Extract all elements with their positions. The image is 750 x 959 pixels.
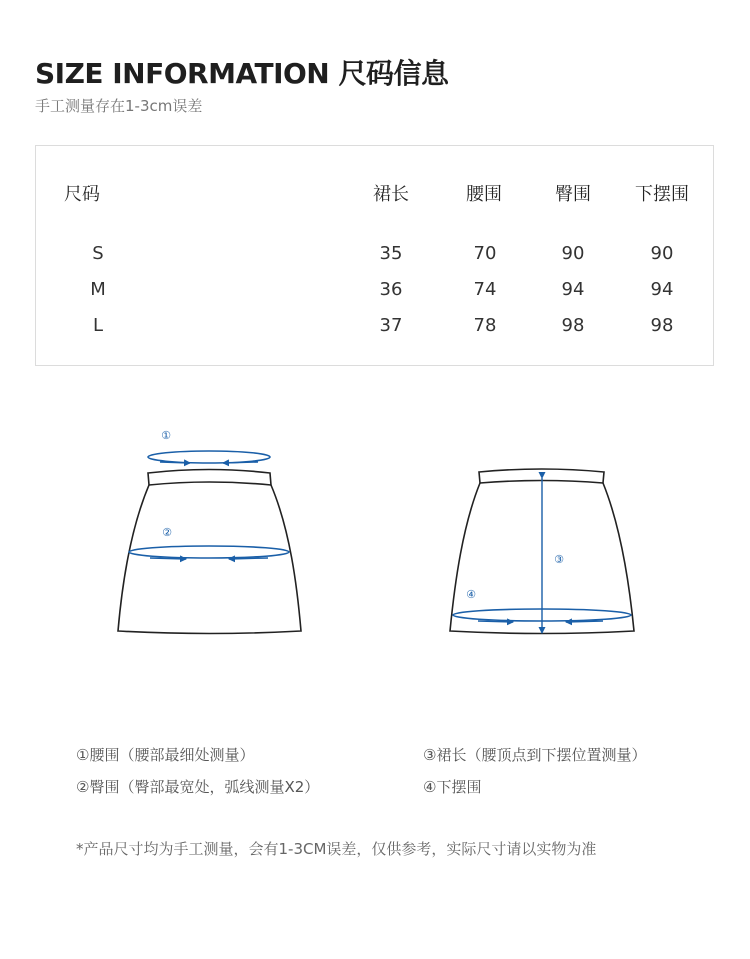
table-cell-hem: 98 [650, 315, 674, 336]
disclaimer-note: *产品尺寸均为手工测量，会有1-3CM误差，仅供参考，实际尺寸请以实物为准 [76, 840, 597, 858]
table-cell-hem: 94 [650, 279, 674, 300]
skirt-front-illustration [118, 470, 301, 634]
legend-length: ③裙长（腰顶点到下摆位置测量） [423, 746, 647, 764]
legend-hip: ②臀围（臀部最宽处，弧线测量X2） [76, 778, 320, 796]
column-header-size: 尺码 [64, 184, 100, 205]
column-header-waist: 腰围 [466, 184, 502, 205]
marker-4: ④ [466, 588, 476, 601]
table-cell-size: M [90, 279, 106, 300]
table-cell-hip: 98 [561, 315, 585, 336]
table-cell-hem: 90 [650, 243, 674, 264]
page-subtitle: 手工测量存在1-3cm误差 [35, 97, 203, 115]
table-cell-length: 35 [379, 243, 403, 264]
measurement-diagram [0, 400, 750, 660]
column-header-hem: 下摆围 [635, 184, 689, 205]
table-cell-size: S [92, 243, 104, 264]
size-table [35, 145, 714, 366]
table-cell-length: 37 [379, 315, 403, 336]
legend-hem: ④下摆围 [423, 778, 482, 796]
table-cell-waist: 70 [473, 243, 497, 264]
column-header-hip: 臀围 [555, 184, 591, 205]
marker-3: ③ [554, 553, 564, 566]
legend-waist: ①腰围（腰部最细处测量） [76, 746, 255, 764]
table-cell-waist: 78 [473, 315, 497, 336]
page-title: SIZE INFORMATION 尺码信息 [35, 57, 449, 90]
table-cell-size: L [92, 315, 104, 336]
table-cell-hip: 90 [561, 243, 585, 264]
column-header-length: 裙长 [373, 184, 409, 205]
table-cell-length: 36 [379, 279, 403, 300]
table-cell-hip: 94 [561, 279, 585, 300]
hip-measurement [129, 546, 289, 559]
waist-measurement [148, 451, 270, 463]
table-cell-waist: 74 [473, 279, 497, 300]
marker-1: ① [161, 429, 171, 442]
marker-2: ② [162, 526, 172, 539]
